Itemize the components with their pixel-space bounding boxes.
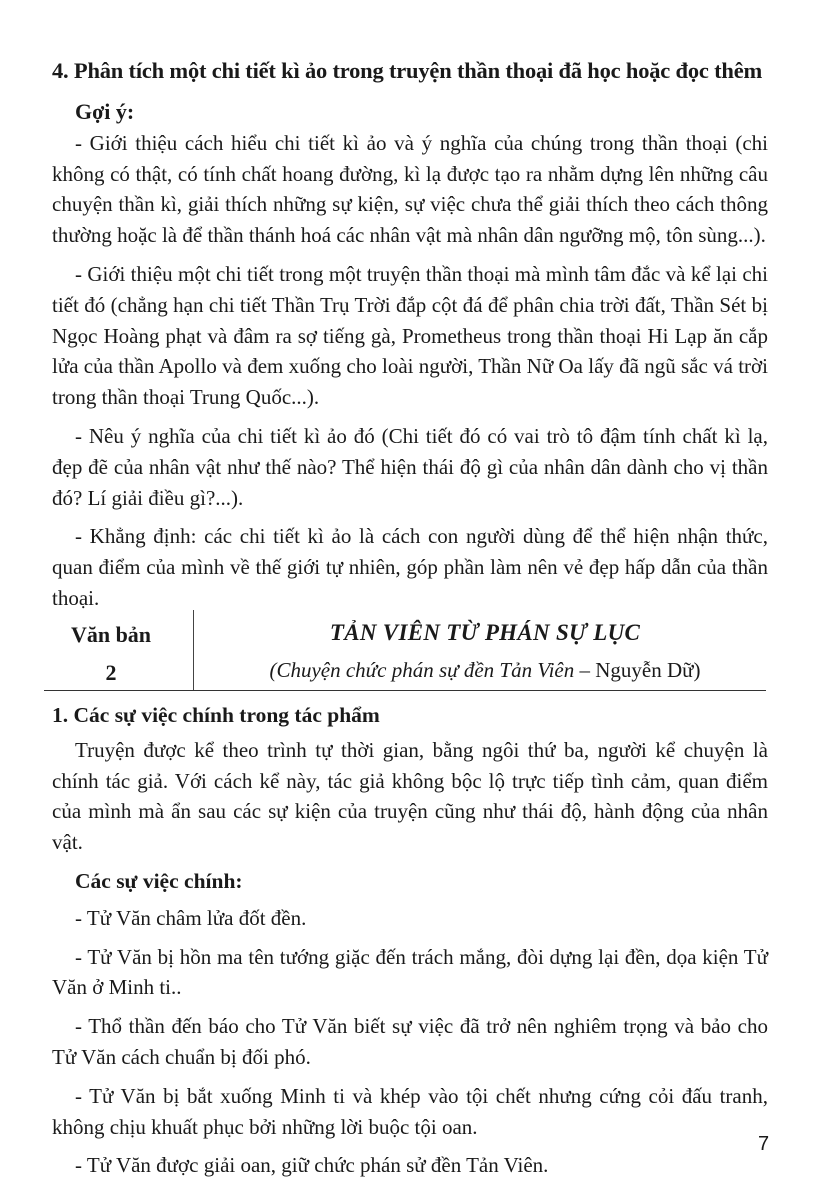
paragraph: - Khẳng định: các chi tiết kì ảo là cách con người dùng để thể hiện nhận thức, quan điểm của mình về thế giới tự nhiên, góp phần làm nên vẻ đẹp hấp dẫn của thần thoại. [52, 524, 768, 610]
subtitle-italic: (Chuyện chức phán sự đền Tản Viên [269, 658, 575, 682]
subtitle-author: – Nguyễn Dữ) [574, 658, 701, 682]
text-number: 2 [105, 660, 117, 685]
text-title: TẢN VIÊN TỪ PHÁN SỰ LỤC [329, 620, 641, 645]
hint-label: Gợi ý: [75, 99, 135, 124]
paragraph: - Giới thiệu cách hiểu chi tiết kì ảo và ý nghĩa của chúng trong thần thoại (chi không có thật, có tính chất hoang đường, kì lạ được tạo ra nhằm dựng lên những câu chuyện thần kì, giải thích những sự kiện, sự việc chưa thể giải thích theo cách thông thường hoặc là để thần thánh hoá các nhân vật mà nhân dân ngưỡng mộ, tôn sùng...). [52, 130, 768, 248]
event-item: - Tử Văn bị hồn ma tên tướng giặc đến trách mắng, đòi dựng lại đền, dọa kiện Tử Văn ở Minh ti.. [52, 944, 768, 1000]
text-subtitle [204, 658, 766, 683]
events-label: Các sự việc chính: [75, 868, 243, 893]
paragraph: - Giới thiệu một chi tiết trong một truyện thần thoại mà mình tâm đắc và kể lại chi tiết đó (chẳng hạn chi tiết Thần Trụ Trời đắp cột đá để phân chia trời đất, Thần Sét bị Ngọc Hoàng phạt và đâm ra sợ tiếng gà, Prometheus trong thần thoại Hi Lạp ăn cắp lửa của thần Apollo và đem xuống cho loài người, Thần Nữ Oa lấy đã ngũ sắc vá trời trong thần thoại Trung Quốc...). [52, 261, 768, 410]
text-label: Văn bản [70, 622, 152, 647]
event-item: - Thổ thần đến báo cho Tử Văn biết sự việc đã trở nên nghiêm trọng và bảo cho Tử Văn cách chuẩn bị đối phó. [52, 1014, 768, 1069]
paragraph: - Nêu ý nghĩa của chi tiết kì ảo đó (Chi tiết đó có vai trò tô đậm tính chất kì lạ, đẹp đẽ của nhân vật như thế nào? Thể hiện thái độ gì của nhân dân dành cho vị thần đó? Lí giải điều gì?...). [52, 423, 768, 510]
divider [193, 610, 194, 690]
section-1-heading: 1. Các sự việc chính trong tác phẩm [52, 703, 380, 727]
text-header [44, 610, 766, 691]
text-number-label [44, 610, 178, 690]
event-item: - Tử Văn được giải oan, giữ chức phán sử đền Tản Viên. [75, 1153, 549, 1178]
section-1-intro: Truyện được kể theo trình tự thời gian, bằng ngôi thứ ba, người kể chuyện là chính tác giả. Với cách kể này, tác giả không bộc lộ trực tiếp tình cảm, quan điểm của mình mà ẩn sau các sự kiện của truyện cũng như thái độ, hành động của nhân vật. [52, 737, 768, 855]
event-item: - Tử Văn bị bắt xuống Minh ti và khép vào tội chết nhưng cứng cỏi đấu tranh, không chịu khuất phục bởi những lời buộc tội oan. [52, 1083, 768, 1139]
section-1 [52, 700, 768, 1189]
event-item: - Tử Văn châm lửa đốt đền. [75, 905, 307, 930]
section-4-body [52, 97, 768, 622]
page-number: 7 [758, 1133, 770, 1155]
section-4-heading: 4. Phân tích một chi tiết kì ảo trong truyện thần thoại đã học hoặc đọc thêm [52, 58, 763, 83]
